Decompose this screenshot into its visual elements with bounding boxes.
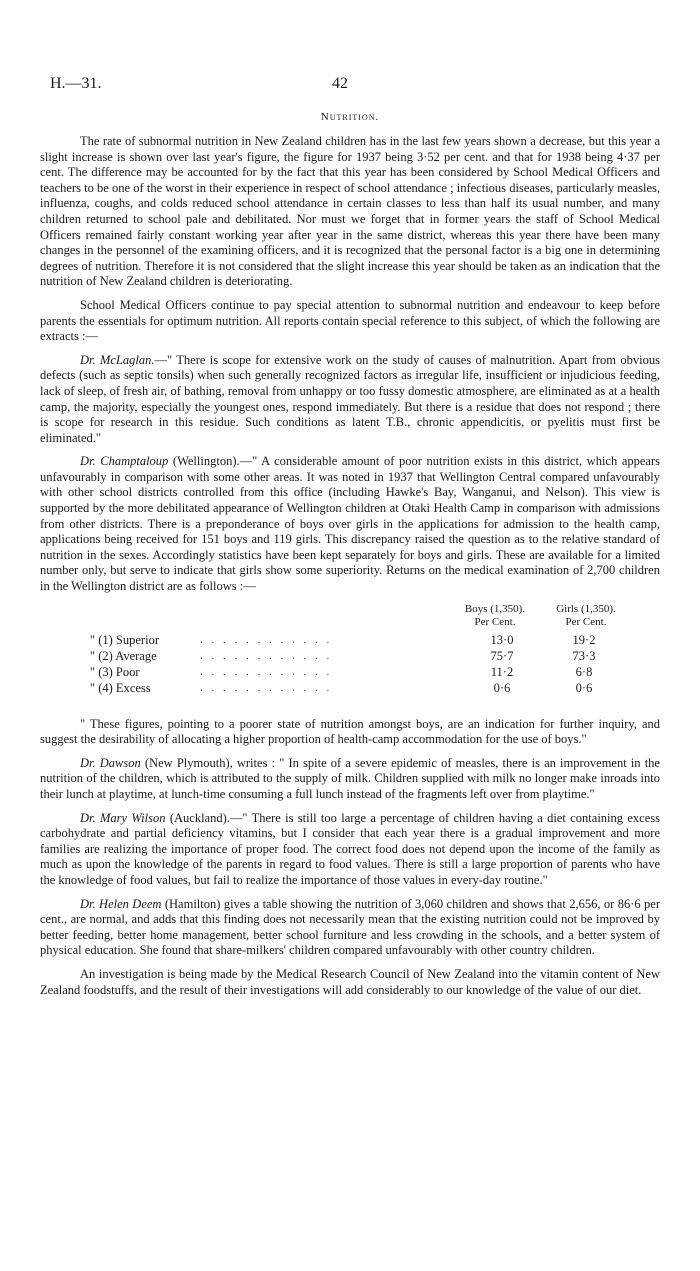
dot-leader: . . . . . . . . . . . . (200, 681, 333, 694)
boys-header-label: Boys (1,350). (464, 602, 526, 615)
author-name: Dr. McLaglan. (80, 352, 155, 367)
table-row (40, 681, 660, 697)
paragraph-mclaglan (40, 353, 660, 447)
page-header (0, 75, 700, 95)
row-label: " (2) Average (90, 648, 157, 663)
document-reference: H.—31. (50, 75, 102, 92)
boys-value: 0·6 (493, 680, 511, 695)
row-label: " (1) Superior (90, 632, 159, 647)
boys-value: 13·0 (490, 632, 514, 647)
dot-leader: . . . . . . . . . . . . (200, 665, 333, 678)
girls-value: 73·3 (572, 648, 596, 663)
paragraph-research-council: An investigation is being made by the Medical Research Council of New Zealand into the vitamin content of New Zealand foodstuffs, and the result of their investigations will add considerably to our knowledge of the value of our diet. (40, 966, 660, 997)
boys-value: 11·2 (490, 664, 514, 679)
paragraph-deem (40, 897, 660, 959)
author-name: Dr. Helen Deem (80, 896, 162, 911)
nutrition-table (40, 603, 660, 707)
author-name: Dr. Mary Wilson (80, 810, 166, 825)
table-row (40, 665, 660, 681)
row-label: " (3) Poor (90, 664, 140, 679)
boys-value: 75·7 (490, 648, 514, 663)
boys-column-header (460, 603, 530, 629)
dot-leader: . . . . . . . . . . . . (200, 633, 333, 646)
author-name: Dr. Dawson (80, 755, 141, 770)
author-name: Dr. Champtaloup (80, 454, 169, 469)
quote-text: (Hamilton) gives a table showing the nutrition of 3,060 children and shows that 2,656, or 86·6 per cent., are normal, and adds that this finding does not necessarily mean that the existing nutrition could not be improved by better feeding, better home management, better school furniture and less crowding in the schools, and a better system of physical education. She found that share-milkers' children compared unfavourably with other country children. (40, 896, 660, 958)
girls-value: 19·2 (572, 632, 596, 647)
paragraph-nutrition-rate: The rate of subnormal nutrition in New Zealand children has in the last few years shown a decrease, but this year a slight increase is shown over last year's figure, the figure for 1937 being 3·52 per cent. and that for 1938 being 4·37 per cent. The difference may be accounted for by the fact that this year has been considered by School Medical Officers and teachers to be one of the worst in their experience in respect of school attendance ; infectious diseases, particularly measles, influenza, coughs, and colds reduced school attendance in certain classes to less than half its usual number, and many children returned to school pale and debilitated. Nor must we forget that in former years the staff of School Medical Officers remained fairly constant working year after year in the same district, whereas this year there have been many changes in the personnel of the examining officers, and it is recognized that the personal factor is a big one in determining degrees of nutrition. Therefore it is not considered that the slight increase this year should be taken as an indication that the nutrition of New Zealand children is deteriorating. (40, 134, 660, 289)
paragraph-boys-figures: " These figures, pointing to a poorer state of nutrition amongst boys, are an indication for further inquiry, and suggest the desirability of allocating a higher proportion of health-camp accommodation for the use of boys." (40, 716, 660, 747)
table-header (40, 603, 660, 631)
quote-text: —" There is scope for extensive work on the study of causes of malnutrition. Apart from obvious defects (such as septic tonsils) when such generally recognized factors as irregular life, insufficient or injudicious feeding, lack of sleep, of fresh air, of bathing, removal from unhappy or too fussy domestic atmosphere, are eliminated as at a health camp, the majority, especially the youngest ones, respond immediately. But there is a residue that does not respond ; there is scope for research in this residue. Such conditions as latent T.B., chronic appendicitis, or pyelitis must first be eliminated." (40, 352, 660, 445)
section-heading: Nutrition. (320, 111, 380, 123)
quote-text: (Wellington).—" A considerable amount of poor nutrition exists in this district, which appears unfavourably in comparison with some other areas. It was noted in 1937 that Wellington Central compared unfavourably with other school districts controlled from this office (including Hawke's Bay, Wanganui, and Nelson). This view is supported by the more debilitated appearance of Wellington children at Otaki Health Camp in comparison with admissions from other districts. There is a preponderance of boys over girls in the applications for admission to the health camp, applications being received for 151 boys and 119 girls. This discrepancy raised the question as to the relative standard of nutrition in the sexes. Accordingly statistics have been kept separately for boys and girls. These are available for a limited number only, but serve to indicate that girls show some superiority. Returns on the medical examination of 2,700 children in the Wellington district are as follows :— (40, 454, 660, 594)
girls-column-header (548, 603, 624, 629)
boys-header-unit: Per Cent. (474, 615, 516, 628)
paragraph-medical-officers: School Medical Officers continue to pay special attention to subnormal nutrition and endeavour to keep before parents the essentials for optimum nutrition. All reports contain special reference to this subject, of which the following are extracts :— (40, 297, 660, 344)
girls-header-label: Girls (1,350). (556, 602, 616, 615)
quote-text: (New Plymouth), writes : " In spite of a severe epidemic of measles, there is an improvement in the nutrition of the children, which is attributed to the supply of milk. Children supplied with milk no longer make inroads into their lunch at playtime, at lunch-time consuming a full lunch instead of the fragments left over from playtime." (40, 755, 660, 801)
page-number: 42 (332, 75, 348, 92)
paragraph-champtaloup (40, 454, 660, 594)
table-row (40, 649, 660, 665)
paragraph-wilson (40, 811, 660, 889)
row-label: " (4) Excess (90, 680, 151, 695)
paragraph-dawson (40, 756, 660, 803)
girls-header-unit: Per Cent. (565, 615, 607, 628)
quote-text: (Auckland).—" There is still too large a percentage of children having a diet containing excess carbohydrate and partial deficiency vitamins, but I consider that each year there is a gradual improvement and more families are realizing the importance of proper food. The correct food does not depend upon the income of the family as much as upon the knowledge of the parents in regard to food values. There is still a large proportion of parents who have the knowledge of food values, but fail to realize the importance of those values in every-day routine." (40, 810, 660, 887)
article-body (40, 134, 660, 1006)
girls-value: 6·8 (575, 664, 593, 679)
girls-value: 0·6 (575, 680, 593, 695)
table-row (40, 633, 660, 649)
dot-leader: . . . . . . . . . . . . (200, 649, 333, 662)
